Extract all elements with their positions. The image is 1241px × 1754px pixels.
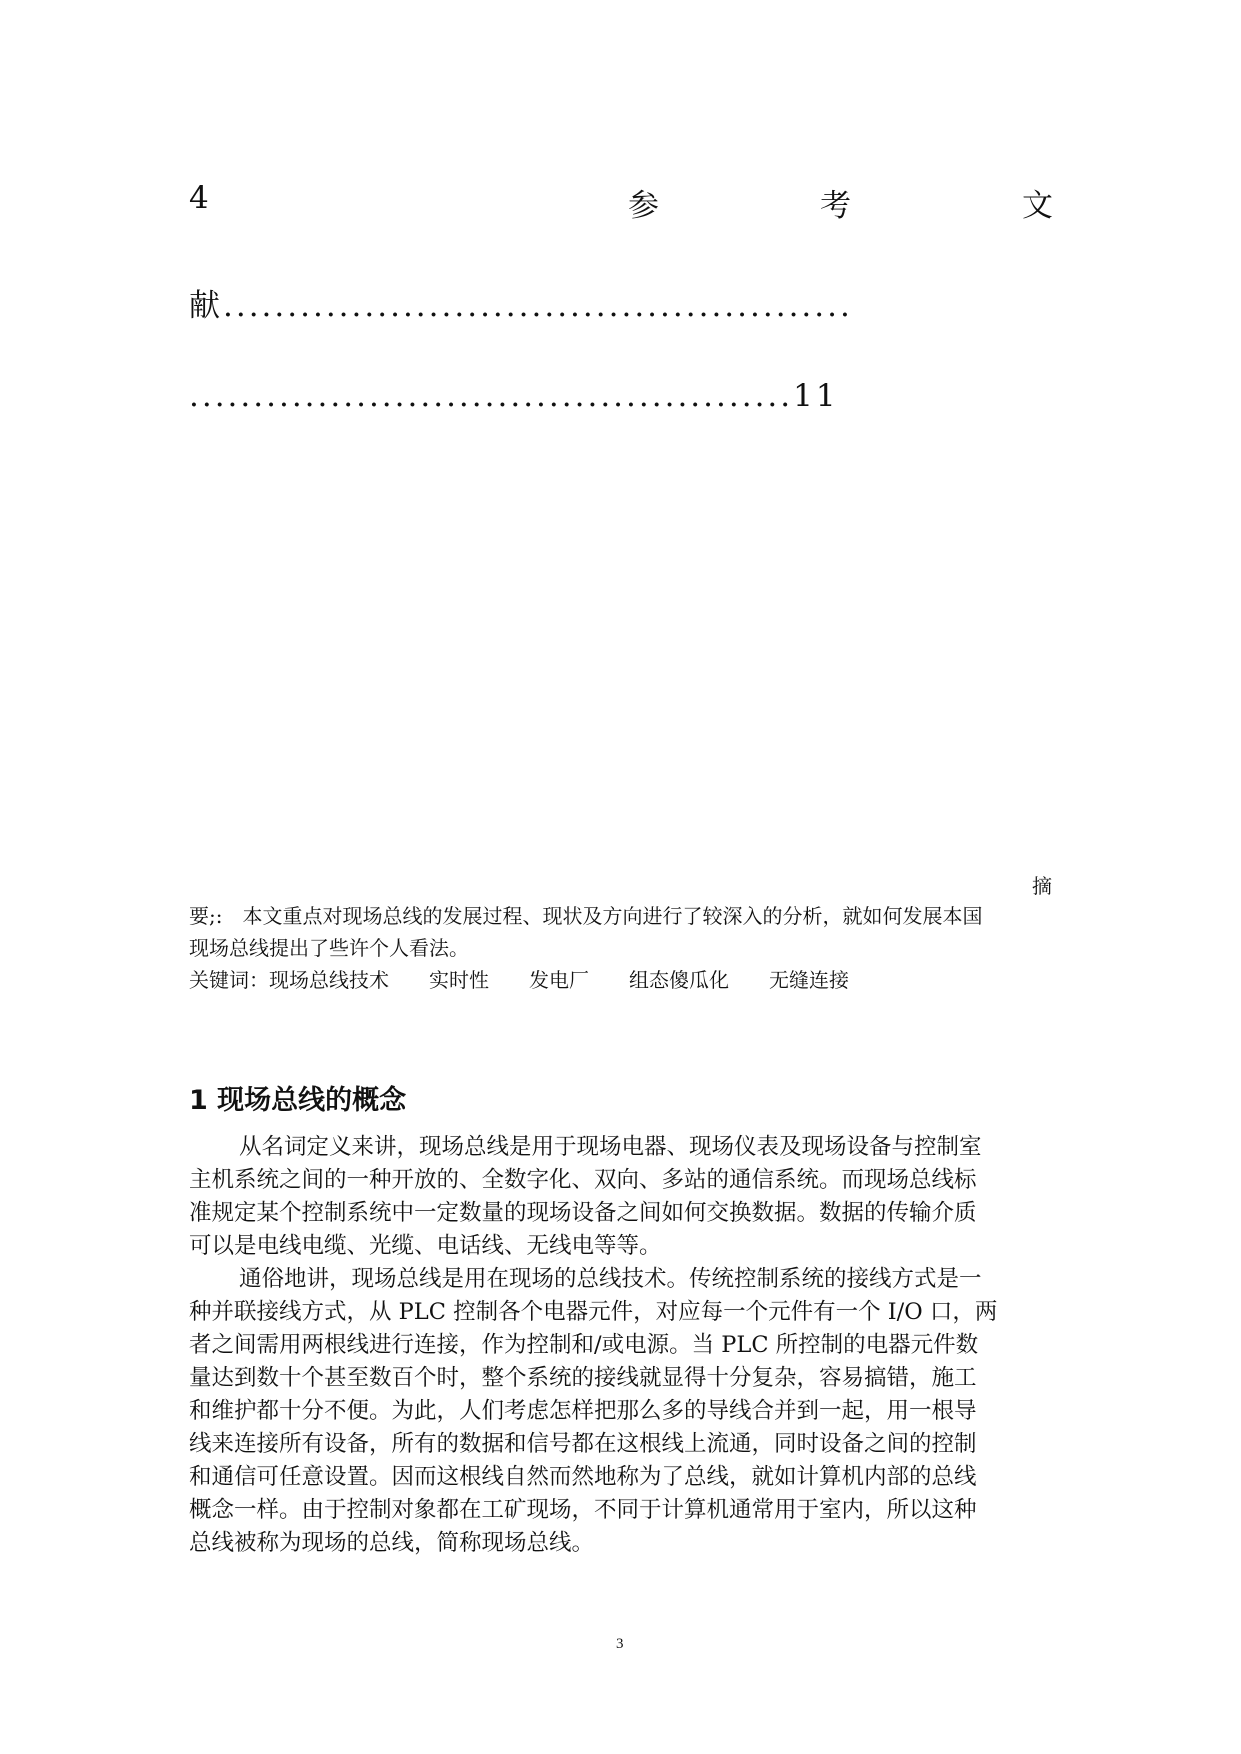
paragraph-line: 者之间需用两根线进行连接，作为控制和/或电源。当 PLC 所控制的电器元件数 [189,1332,979,1358]
paragraph-line: 和通信可任意设置。因而这根线自然而然地称为了总线，就如计算机内部的总线 [189,1464,977,1490]
paragraph-line: 准规定某个控制系统中一定数量的现场设备之间如何交换数据。数据的传输介质 [189,1200,977,1226]
paragraph-line: 通俗地讲，现场总线是用在现场的总线技术。传统控制系统的接线方式是一 [239,1266,982,1292]
paragraph-line: 概念一样。由于控制对象都在工矿现场，不同于计算机通常用于室内，所以这种 [189,1497,977,1523]
toc-entry-char: 文 [1022,188,1053,224]
paragraph-line: 线来连接所有设备，所有的数据和信号都在这根线上流通，同时设备之间的控制 [189,1431,977,1457]
paragraph-line: 可以是电线电缆、光缆、电话线、无线电等等。 [189,1233,662,1259]
paragraph-line: 种并联接线方式，从 PLC 控制各个电器元件，对应每一个元件有一个 I/O 口，两 [189,1299,998,1325]
paragraph-1 [189,1131,1069,1263]
abstract-line-2: 现场总线提出了些许个人看法。 [189,936,469,960]
paragraph-2 [189,1263,1069,1560]
page-number: 3 [616,1636,624,1652]
keywords-line: 关键词：现场总线技术 实时性 发电厂 组态傻瓜化 无缝连接 [189,968,849,992]
paragraph-line: 主机系统之间的一种开放的、全数字化、双向、多站的通信系统。而现场总线标 [189,1167,977,1193]
paragraph-line: 总线被称为现场的总线，简称现场总线。 [189,1530,595,1556]
toc-entry-number: 4 [189,180,209,216]
toc-entry-char: 考 [820,188,851,224]
paragraph-line: 量达到数十个甚至数百个时，整个系统的接线就显得十分复杂，容易搞错，施工 [189,1365,977,1391]
section-heading: 1 现场总线的概念 [189,1085,407,1116]
abstract-line-1: 要;: 本文重点对现场总线的发展过程、现状及方向进行了较深入的分析，就如何发展本国 [189,904,983,928]
toc-entry-page-line: ...............................................11 [189,378,839,414]
toc-entry-char: 参 [628,188,659,224]
paragraph-line: 从名词定义来讲，现场总线是用于现场电器、现场仪表及现场设备与控制室 [239,1134,982,1160]
abstract-label-fragment: 摘 [1032,874,1052,898]
paragraph-line: 和维护都十分不便。为此，人们考虑怎样把那么多的导线合并到一起，用一根导 [189,1398,977,1424]
toc-entry-leader-line: 献................................................. [189,288,853,324]
